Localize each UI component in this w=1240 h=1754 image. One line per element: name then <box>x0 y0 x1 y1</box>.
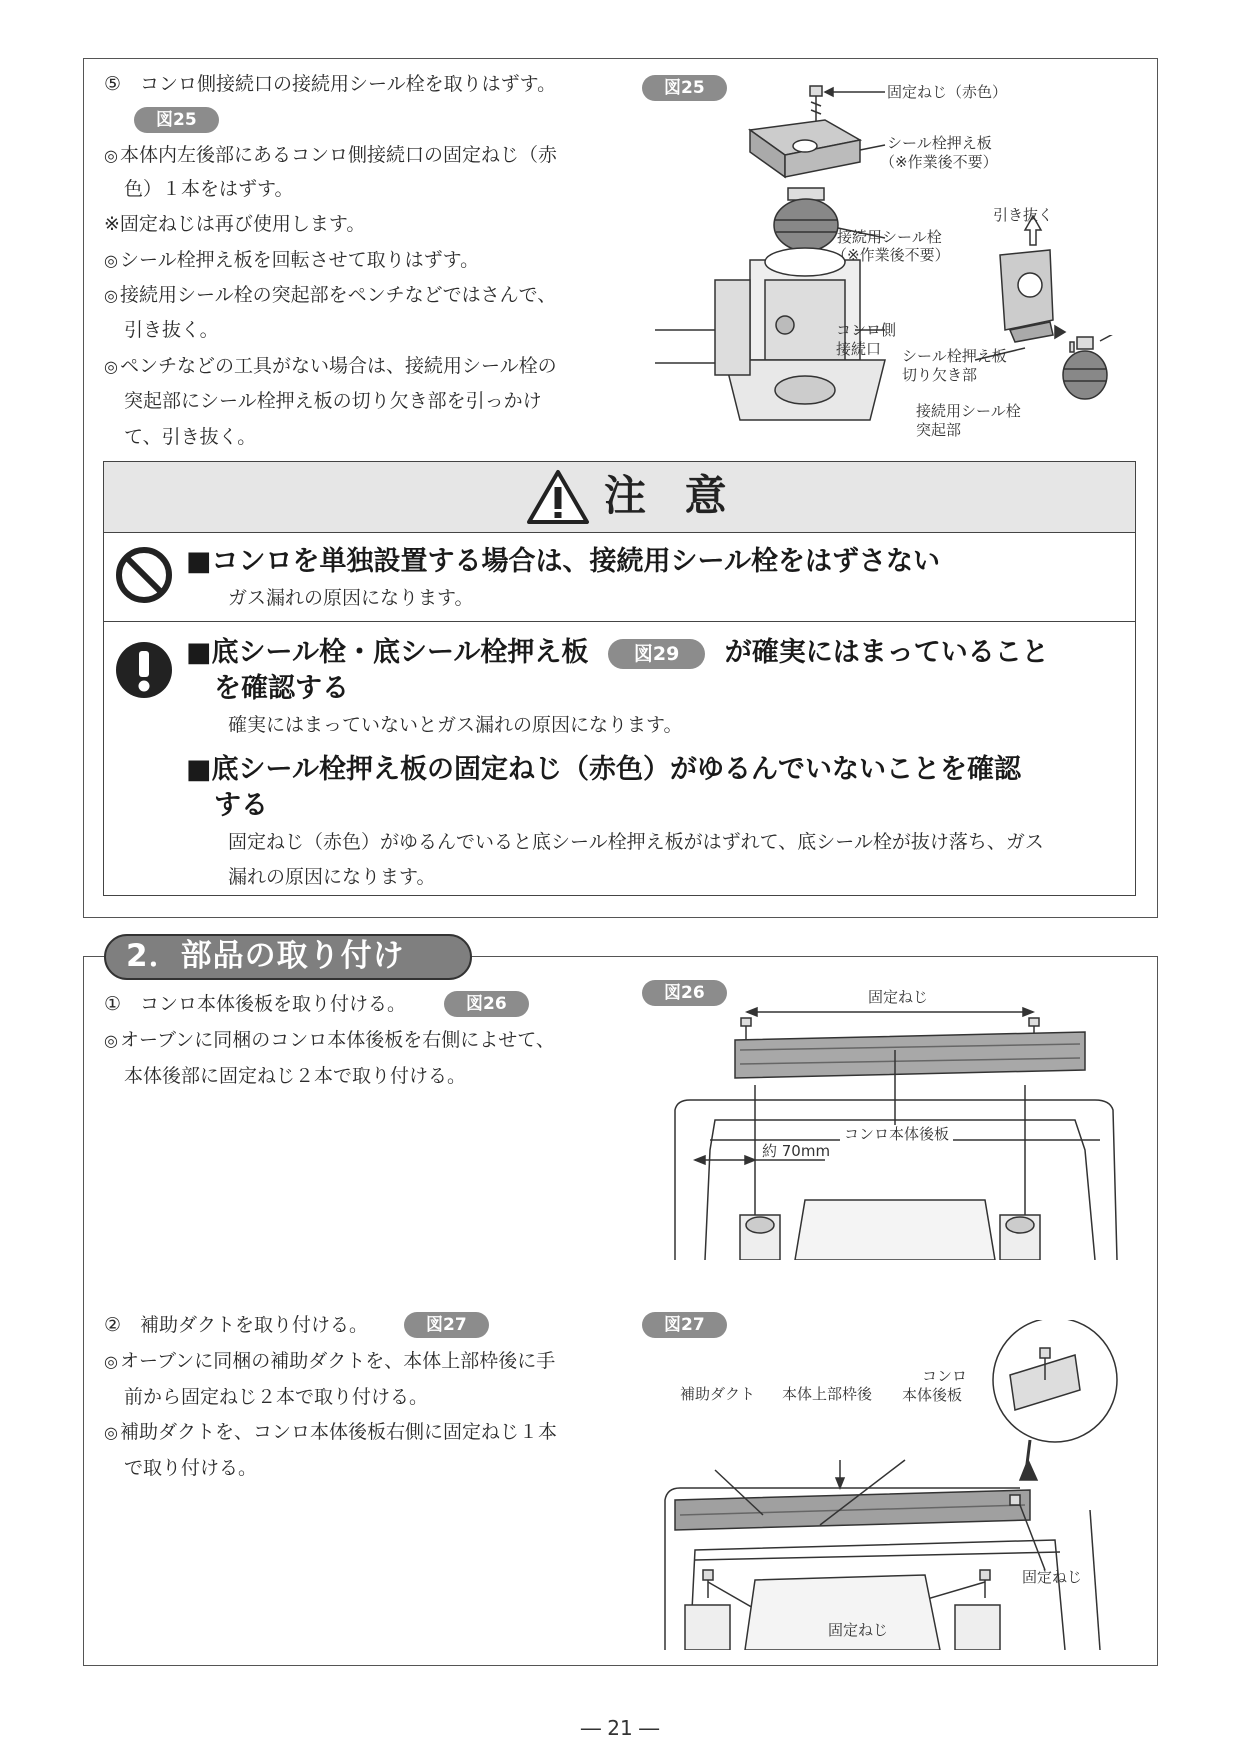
fig27-label-screw-bottom: 固定ねじ <box>828 1621 889 1639</box>
fig25-label-plate1: シール栓押え板 <box>887 134 992 152</box>
fig25-label-pull: 引き抜く <box>993 206 1054 224</box>
fig27-label-plate2: 本体後板 <box>902 1386 963 1404</box>
fig26-label-dim: 約 70mm <box>762 1142 831 1160</box>
fig25-badge: 図25 <box>642 75 727 101</box>
caution-item1-text: ガス漏れの原因になります。 <box>228 587 474 609</box>
caution-header <box>104 462 1135 533</box>
caution-item3-heading-line1: ■底シール栓押え板の固定ねじ（赤色）がゆるんでいないことを確認 <box>186 754 1021 785</box>
caution-fig29-badge[interactable]: 図29 <box>608 639 705 669</box>
caution-item1-heading: ■コンロを単独設置する場合は、接続用シール栓をはずさない <box>186 546 940 577</box>
fig27-label-frame: 本体上部枠後 <box>782 1385 873 1403</box>
bullet-icon: ◎ <box>104 1352 118 1371</box>
step2-bullet1-line1: ◎ オーブンに同梱の補助ダクトを、本体上部枠後に手 <box>104 1350 556 1372</box>
step2-fig-badge[interactable]: 図27 <box>404 1312 489 1338</box>
fig25-label-screw: 固定ねじ（赤色） <box>887 83 1008 101</box>
fig25-label-port2: 接続口 <box>836 340 882 358</box>
caution-item2-heading-line2: を確認する <box>214 673 349 704</box>
fig26-badge: 図26 <box>642 980 727 1006</box>
step5-bullet1-line2: 色）１本をはずす。 <box>124 178 294 200</box>
fig26-label-screw: 固定ねじ <box>868 988 929 1006</box>
fig25-label-plug2: （※作業後不要） <box>832 246 950 264</box>
step1-bullet1-line1: ◎ オーブンに同梱のコンロ本体後板を右側によせて、 <box>104 1029 555 1051</box>
fig26-label-plate: コンロ本体後板 <box>840 1125 953 1144</box>
fig27-label-screw-right: 固定ねじ <box>1022 1568 1083 1586</box>
fig25-label-notch2: 切り欠き部 <box>902 366 978 384</box>
step1-fig-badge[interactable]: 図26 <box>444 991 529 1017</box>
caution-item3-text-line1: 固定ねじ（赤色）がゆるんでいると底シール栓押え板がはずれて、底シール栓が抜け落ち、ガス <box>228 831 1044 853</box>
bullet-icon: ◎ <box>104 357 118 376</box>
section2-title: 2．部品の取り付け <box>104 934 472 980</box>
step5-bullet4-line1: ◎ ペンチなどの工具がない場合は、接続用シール栓の <box>104 355 557 377</box>
step2-bullet2-line1: ◎ 補助ダクトを、コンロ本体後板右側に固定ねじ１本 <box>104 1421 557 1443</box>
fig25-label-tip2: 突起部 <box>916 421 962 439</box>
step5-bullet4-line2: 突起部にシール栓押え板の切り欠き部を引っかけ <box>124 390 542 412</box>
caution-item3-text-line2: 漏れの原因になります。 <box>228 866 436 888</box>
fig25-label-tip1: 接続用シール栓 <box>916 402 1021 420</box>
fig27-label-duct: 補助ダクト <box>680 1385 756 1403</box>
bullet-icon: ◎ <box>104 146 118 165</box>
fig27-label-plate1: コンロ <box>922 1367 968 1385</box>
step5-bullet2: ◎ シール栓押え板を回転させて取りはずす。 <box>104 249 480 271</box>
step5-bullet3-line1: ◎ 接続用シール栓の突起部をペンチなどではさんで、 <box>104 284 557 306</box>
caution-divider-1 <box>104 621 1135 622</box>
step5-bullet4-line3: て、引き抜く。 <box>124 426 257 448</box>
caution-item2-text: 確実にはまっていないとガス漏れの原因になります。 <box>228 714 683 736</box>
fig27-badge: 図27 <box>642 1312 727 1338</box>
page-number: ― 21 ― <box>580 1716 660 1740</box>
step5-fig-badge[interactable]: 図25 <box>134 107 219 133</box>
step5-note: ※固定ねじは再び使用します。 <box>104 213 366 235</box>
fig25-label-plug1: 接続用シール栓 <box>837 228 942 246</box>
bullet-icon: ◎ <box>104 286 118 305</box>
step5-title: ⑤ コンロ側接続口の接続用シール栓を取りはずす。 <box>104 73 557 95</box>
bullet-icon: ◎ <box>104 1031 118 1050</box>
bullet-icon: ◎ <box>104 1423 118 1442</box>
step2-title: ② 補助ダクトを取り付ける。 <box>104 1314 369 1336</box>
bullet-icon: ◎ <box>104 251 118 270</box>
prohibited-icon <box>114 545 174 605</box>
step2-bullet1-line2: 前から固定ねじ２本で取り付ける。 <box>124 1386 429 1408</box>
step1-title: ① コンロ本体後板を取り付ける。 <box>104 993 407 1015</box>
mandatory-icon <box>114 640 174 700</box>
fig25-label-plate2: （※作業後不要） <box>880 153 998 171</box>
fig27-illustration <box>645 1320 1125 1650</box>
step5-bullet3-line2: 引き抜く。 <box>124 319 219 341</box>
fig25-right-plug <box>1060 335 1120 410</box>
caution-title: 注 意 <box>604 471 739 520</box>
step2-bullet2-line2: で取り付ける。 <box>124 1457 258 1479</box>
caution-item2-heading-line1: ■底シール栓・底シール栓押え板 図29 が確実にはまっていること <box>186 637 1049 668</box>
fig25-label-port1: コンロ側 <box>836 321 897 339</box>
step1-bullet1-line2: 本体後部に固定ねじ２本で取り付ける。 <box>124 1065 467 1087</box>
caution-item3-heading-line2: する <box>214 790 268 821</box>
fig25-label-notch1: シール栓押え板 <box>902 347 1007 365</box>
step5-bullet1-line1: ◎ 本体内左後部にあるコンロ側接続口の固定ねじ（赤 <box>104 144 557 166</box>
warning-triangle-icon <box>526 469 590 525</box>
